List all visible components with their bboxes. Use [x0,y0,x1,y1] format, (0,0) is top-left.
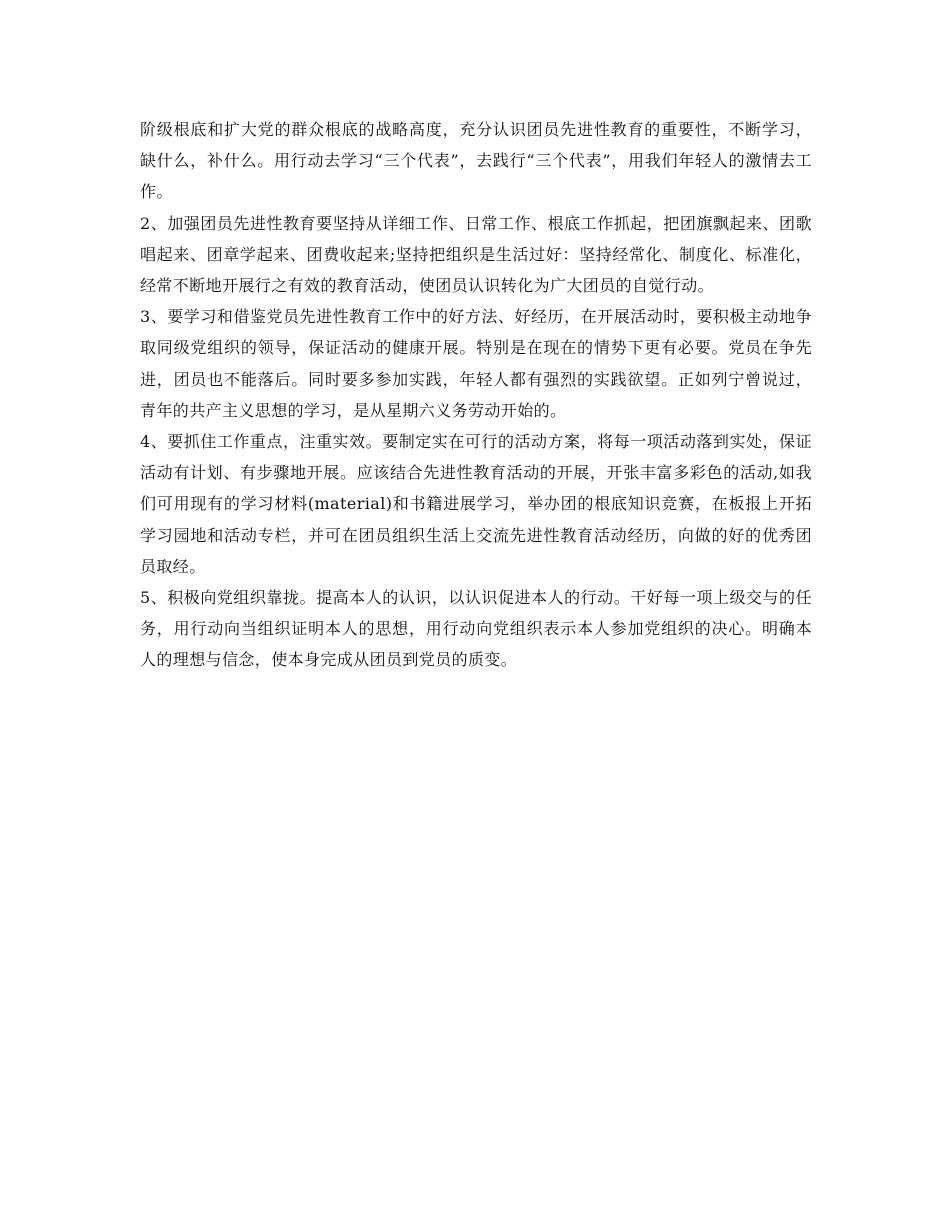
paragraph-continuation: 阶级根底和扩大党的群众根底的战略高度，充分认识团员先进性教育的重要性，不断学习，缺什么，补什么。用行动去学习“三个代表”，去践行“三个代表”，用我们年轻人的激情去工作。 [140,120,812,202]
paragraph-item-4: 4、要抓住工作重点，注重实效。要制定实在可行的活动方案，将每一项活动落到实处，保证活动有计划、有步骤地开展。应该结合先进性教育活动的开展，开张丰富多彩色的活动,如我们可用现有的学习材料(material)和书籍进展学习，举办团的根底知识竞赛，在板报上开拓学习园地和活动专栏，并可在团员组织生活上交流先进性教育活动经历，向做的好的优秀团员取经。 [140,432,812,576]
paragraph-item-3: 3、要学习和借鉴党员先进性教育工作中的好方法、好经历，在开展活动时，要积极主动地争取同级党组织的领导，保证活动的健康开展。特别是在现在的情势下更有必要。党员在争先进，团员也不能落后。同时要多参加实践，年轻人都有强烈的实践欲望。正如列宁曾说过，青年的共产主义思想的学习，是从星期六义务劳动开始的。 [140,307,812,420]
document-body [140,114,812,676]
paragraph-item-2: 2、加强团员先进性教育要坚持从详细工作、日常工作、根底工作抓起，把团旗飘起来、团歌唱起来、团章学起来、团费收起来;坚持把组织是生活过好：坚持经常化、制度化、标准化，经常不断地开展行之有效的教育活动，使团员认识转化为广大团员的自觉行动。 [140,213,812,296]
paragraph-item-5: 5、积极向党组织靠拢。提高本人的认识，以认识促进本人的行动。干好每一项上级交与的任务，用行动向当组织证明本人的思想，用行动向党组织表示本人参加党组织的决心。明确本人的理想与信念，使本身完成从团员到党员的质变。 [140,588,812,670]
